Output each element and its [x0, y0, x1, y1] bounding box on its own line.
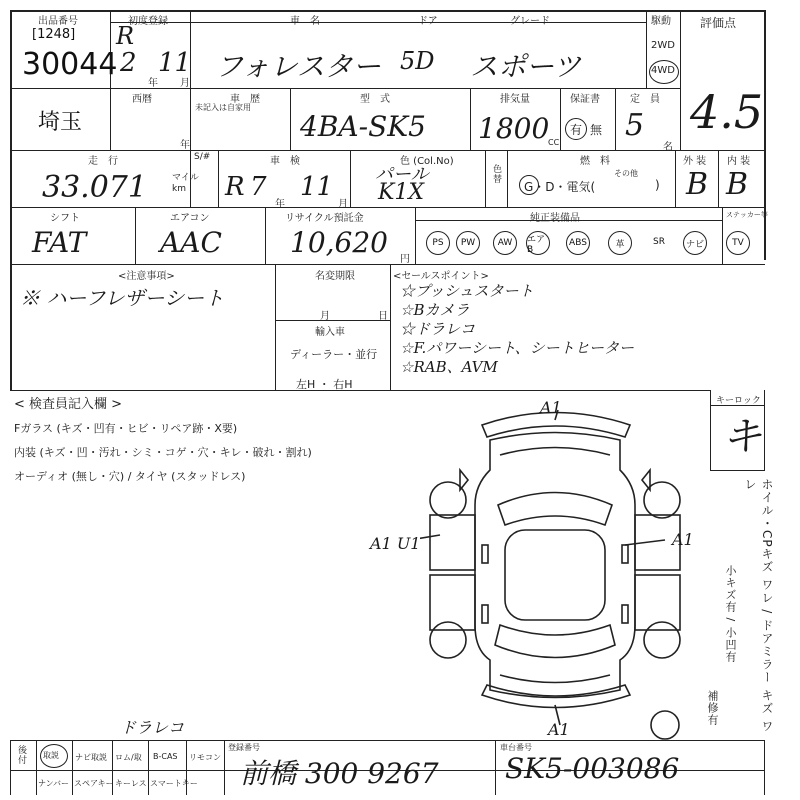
inspection-label: 車 検	[270, 156, 300, 167]
sales-point: ☆プッシュスタート	[400, 282, 534, 300]
reg-no-label: 登録番号	[228, 743, 260, 752]
car-door: 5D	[400, 47, 435, 75]
exterior-label: 外 装	[683, 156, 707, 167]
navi-manual-label: ナビ取説	[75, 753, 107, 762]
vline	[718, 150, 719, 207]
side-legend-2: 小キズ有 / 小凹有	[724, 565, 737, 663]
lot-number: 30044	[22, 47, 118, 82]
side-legend-3: 補修有	[706, 690, 719, 726]
interior-grade: B	[726, 167, 749, 202]
equipment-item: 革	[608, 231, 632, 255]
vline	[110, 88, 111, 150]
vline	[224, 740, 225, 795]
vline	[485, 150, 486, 207]
inspection-year-unit: 年	[275, 199, 285, 210]
grade-label: グレード	[510, 16, 550, 27]
vline	[560, 88, 561, 150]
border-left	[10, 10, 12, 390]
inspection-era: R	[225, 172, 245, 202]
reg-no: 前橋 300 9267	[240, 757, 439, 790]
warranty-yes: 有	[570, 123, 583, 137]
recycle-fee: 10,620	[290, 226, 388, 259]
dashcam-note: ドラレコ	[120, 718, 185, 737]
warranty-no: 無	[590, 123, 603, 137]
first-reg-label: 初度登録	[128, 16, 168, 27]
import-option-dealer: ディーラー・並行	[290, 348, 378, 361]
expiry-label: 名変期限	[315, 271, 355, 282]
row-line-2	[10, 150, 765, 151]
equipment-label: 純正装備品	[530, 213, 580, 224]
key-lock-label: キーロック	[716, 396, 761, 406]
vline	[390, 264, 391, 390]
capacity-label: 定 員	[630, 94, 660, 105]
damage-front: A1	[540, 398, 562, 417]
tool-label: 後付	[16, 745, 26, 765]
ac-label: エアコン	[170, 213, 210, 224]
meter-label: S/#	[194, 152, 211, 162]
color-code: K1X	[378, 180, 425, 205]
notes-text: ※ ハーフレザーシート	[20, 286, 225, 310]
drive-label: 駆動	[651, 16, 671, 27]
lot-ref: [1248]	[32, 27, 76, 42]
equipment-item: ナビ	[683, 231, 707, 255]
fuel-other-label: その他	[614, 169, 638, 178]
fuel-close: )	[655, 178, 660, 192]
first-reg-era: R	[116, 22, 135, 50]
sales-point: ☆Bカメラ	[400, 301, 470, 319]
capacity: 5	[625, 108, 645, 143]
shift-label: シフト	[50, 213, 80, 224]
model-code: 4BA-SK5	[300, 110, 426, 143]
capacity-unit: 名	[663, 142, 673, 153]
equipment-item: TV	[726, 231, 750, 255]
exterior-grade: B	[686, 167, 709, 202]
km-unit: km	[172, 184, 186, 194]
inspector-line-interior: 内装 (キズ・凹・汚れ・シミ・コゲ・穴・キレ・破れ・割れ)	[14, 446, 312, 459]
sticker-label: ステッカー等	[726, 211, 768, 219]
vline	[615, 88, 616, 150]
border-right	[764, 10, 766, 260]
yen-unit: 円	[400, 254, 410, 265]
import-option-steering: 左H ・ 右H	[296, 378, 353, 391]
region: 埼玉	[38, 110, 83, 135]
row-line-3	[10, 207, 765, 208]
import-car-label: 輸入車	[315, 327, 345, 338]
vline	[275, 264, 276, 390]
drive-2wd: 2WD	[651, 40, 675, 51]
vline	[722, 207, 723, 264]
equipment-item: AW	[493, 231, 517, 255]
equipment-item: PS	[426, 231, 450, 255]
inspection-year: 7	[250, 172, 267, 202]
vline	[190, 88, 191, 150]
equipment-item: SR	[648, 231, 670, 253]
bcas-label: B-CAS	[153, 752, 178, 761]
sales-point: ☆RAB、AVM	[400, 358, 498, 376]
model-year-label: 車 歴	[230, 94, 260, 105]
sales-point: ☆F.パワーシート、シートヒーター	[400, 339, 635, 357]
key-lock-mark: キ	[722, 414, 762, 460]
manual-label: 取説	[43, 751, 59, 760]
score-value: 4.5	[690, 85, 764, 139]
equipment-item: PW	[456, 231, 480, 255]
drive-4wd: 4WD	[651, 65, 675, 76]
side-legend: ホイル・CPキズ ワレ / ドアミラー キズ ワレ	[743, 478, 774, 733]
color-label: 色 (Col.No)	[400, 156, 454, 167]
first-reg-month: 11	[158, 48, 192, 78]
warranty-label: 保証書	[570, 94, 600, 105]
vline	[495, 740, 496, 795]
row2-year-unit: 年	[180, 140, 190, 151]
hline	[710, 470, 765, 471]
vline	[470, 88, 471, 150]
first-reg-year: 2	[120, 48, 137, 78]
row-line-4	[10, 264, 765, 265]
vline	[135, 207, 136, 264]
color-change-label: 色替	[491, 164, 501, 184]
vline	[710, 390, 711, 470]
vline	[72, 740, 73, 795]
vline	[415, 207, 416, 264]
sales-point: ☆ドラレコ	[400, 320, 476, 338]
vline	[764, 390, 765, 470]
color-name: パール	[375, 164, 429, 185]
spare-key-label: スペアキー	[74, 779, 114, 788]
import-label: 西暦	[132, 94, 152, 105]
vline	[290, 88, 291, 150]
inspector-label: < 検査員記入欄 >	[14, 397, 123, 412]
damage-rear: A1	[548, 720, 570, 739]
displacement: 1800	[478, 112, 550, 145]
mileage: 33.071	[42, 170, 147, 205]
mile-unit: マイル	[172, 173, 199, 183]
car-diagram	[420, 395, 690, 740]
car-name: フォレスター	[215, 50, 381, 83]
displacement-label: 排気量	[500, 94, 530, 105]
cc-unit: CC	[548, 138, 560, 147]
first-reg-year-unit: 年	[148, 78, 158, 89]
vline	[675, 150, 676, 207]
inspector-line-audio: オーディオ (無し・穴) / タイヤ (スタッドレス)	[14, 470, 246, 483]
damage-left: A1 U1	[370, 534, 421, 553]
ac: AAC	[160, 226, 222, 259]
chassis-no: SK5-003086	[505, 752, 680, 785]
damage-right: A1	[672, 530, 694, 549]
vline	[148, 740, 149, 795]
inspection-month: 11	[300, 172, 334, 202]
vline	[764, 740, 765, 795]
hline	[10, 740, 765, 741]
hline	[110, 22, 646, 23]
smart-key-label: スマートキー	[150, 779, 198, 788]
vline	[265, 207, 266, 264]
model-year-note: 未記入は自家用	[195, 103, 251, 112]
vline	[507, 150, 508, 207]
expiry-day: 日	[378, 311, 388, 322]
recycle-label: リサイクル預託金	[285, 213, 364, 224]
car-grade: スポーツ	[470, 50, 581, 83]
door-label: ドア	[418, 16, 438, 27]
lot-no-label: 出品番号	[38, 16, 78, 27]
vline	[218, 150, 219, 207]
hline	[275, 320, 390, 321]
rom-label: ロム/取	[115, 753, 142, 762]
equipment-item: ABS	[566, 231, 590, 255]
fuel-options: G・D・電気(	[524, 180, 596, 194]
score-label: 評価点	[700, 16, 737, 30]
vline	[350, 150, 351, 207]
expiry-month: 月	[320, 311, 330, 322]
vline	[10, 740, 11, 795]
first-reg-month-unit: 月	[180, 78, 190, 89]
plate-label: ナンバー	[38, 779, 70, 788]
car-name-label: 車 名	[290, 16, 320, 27]
vline	[36, 740, 37, 795]
inspector-line-glass: Fガラス (キズ・凹有・ヒビ・リペア跡・X要)	[14, 422, 238, 435]
remote-label: リモコン	[189, 753, 221, 762]
interior-label: 内 装	[727, 156, 751, 167]
sales-label: <セールスポイント>	[393, 271, 489, 282]
inspection-month-unit: 月	[338, 199, 348, 210]
chassis-no-label: 車台番号	[500, 743, 532, 752]
keyless-label: キーレス	[115, 779, 147, 788]
shift: FAT	[32, 226, 87, 259]
type-label: 型 式	[360, 94, 390, 105]
mileage-label: 走 行	[88, 156, 118, 167]
equipment-item: エアB	[526, 231, 550, 255]
vline	[646, 10, 647, 88]
row-line-5	[10, 390, 710, 391]
notes-label: <注意事項>	[118, 271, 175, 282]
vline	[680, 10, 681, 150]
fuel-label: 燃 料	[580, 156, 610, 167]
